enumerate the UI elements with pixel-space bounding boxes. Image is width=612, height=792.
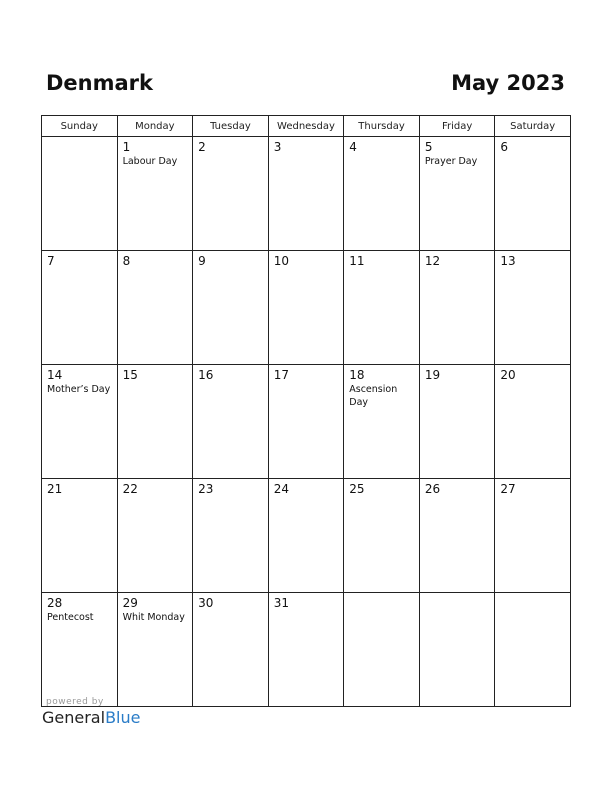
day-cell xyxy=(495,479,571,593)
day-cell xyxy=(419,137,495,251)
powered-by-label: powered by xyxy=(46,697,104,707)
day-cell xyxy=(117,593,193,707)
day-cell xyxy=(193,365,269,479)
day-cell xyxy=(42,251,118,365)
holiday-label: Prayer Day xyxy=(424,156,478,167)
day-cell xyxy=(495,137,571,251)
week-row xyxy=(42,251,571,365)
day-cell xyxy=(193,137,269,251)
day-number: 17 xyxy=(273,368,289,382)
day-number: 9 xyxy=(198,254,206,268)
brand-blue-text: Blue xyxy=(105,708,141,727)
day-cell xyxy=(495,365,571,479)
week-row xyxy=(42,593,571,707)
day-number: 23 xyxy=(198,482,214,496)
day-cell xyxy=(419,251,495,365)
day-cell xyxy=(268,137,344,251)
holiday-label: Mother’s Day xyxy=(47,384,111,395)
day-cell xyxy=(268,479,344,593)
day-number: 2 xyxy=(198,140,206,154)
week-row xyxy=(42,479,571,593)
day-cell xyxy=(42,479,118,593)
day-number: 19 xyxy=(424,368,441,382)
day-number: 4 xyxy=(349,140,357,154)
day-cell xyxy=(193,251,269,365)
calendar-grid xyxy=(41,115,571,707)
day-number: 16 xyxy=(198,368,214,382)
day-number: 11 xyxy=(349,254,365,268)
day-cell xyxy=(495,593,571,707)
week-row xyxy=(42,365,571,479)
day-cell xyxy=(117,251,193,365)
weekday-header: Wednesday xyxy=(268,116,344,137)
day-cell xyxy=(268,365,344,479)
day-cell xyxy=(495,251,571,365)
week-row xyxy=(42,137,571,251)
day-cell xyxy=(42,365,118,479)
weekday-header: Friday xyxy=(419,116,495,137)
day-number: 6 xyxy=(500,140,509,154)
day-cell xyxy=(344,479,420,593)
day-number: 31 xyxy=(273,596,289,610)
calendar-country-title: Denmark xyxy=(46,71,153,95)
day-cell xyxy=(268,251,344,365)
day-number: 10 xyxy=(273,254,289,268)
day-cell xyxy=(344,251,420,365)
day-number: 30 xyxy=(198,596,214,610)
weekday-header: Thursday xyxy=(344,116,420,137)
day-cell xyxy=(117,365,193,479)
calendar-month-title: May 2023 xyxy=(451,71,565,95)
day-cell xyxy=(193,479,269,593)
weekday-header: Sunday xyxy=(42,116,118,137)
day-number: 5 xyxy=(424,140,433,154)
day-number: 26 xyxy=(424,482,441,496)
day-cell xyxy=(193,593,269,707)
day-number: 20 xyxy=(500,368,516,382)
holiday-label: Whit Monday xyxy=(122,612,185,623)
day-number: 8 xyxy=(122,254,131,268)
day-cell xyxy=(419,593,495,707)
day-number: 15 xyxy=(122,368,138,382)
weekday-header: Saturday xyxy=(495,116,571,137)
day-cell xyxy=(117,137,193,251)
day-number: 14 xyxy=(47,368,63,382)
day-cell xyxy=(268,593,344,707)
day-number: 12 xyxy=(424,254,441,268)
day-number: 22 xyxy=(122,482,138,496)
day-number: 25 xyxy=(349,482,365,496)
holiday-label: Ascension Day xyxy=(349,384,398,408)
holiday-label: Pentecost xyxy=(47,612,94,623)
day-number: 21 xyxy=(47,482,63,496)
weekday-header-row xyxy=(42,116,571,137)
day-cell xyxy=(419,479,495,593)
brand-general-text: General xyxy=(42,708,106,727)
day-number: 29 xyxy=(122,596,138,610)
day-cell xyxy=(42,137,118,251)
day-cell xyxy=(117,479,193,593)
weekday-header: Tuesday xyxy=(193,116,269,137)
day-cell xyxy=(42,593,118,707)
day-number: 18 xyxy=(349,368,365,382)
day-cell xyxy=(344,137,420,251)
weekday-header: Monday xyxy=(117,116,193,137)
holiday-label: Labour Day xyxy=(122,156,178,167)
day-number: 28 xyxy=(47,596,63,610)
day-cell xyxy=(344,593,420,707)
day-number: 13 xyxy=(500,254,516,268)
day-number: 24 xyxy=(273,482,289,496)
day-number: 3 xyxy=(273,140,282,154)
day-number: 7 xyxy=(47,254,55,268)
day-number: 1 xyxy=(122,140,131,154)
day-cell xyxy=(419,365,495,479)
generalblue-logo xyxy=(42,708,140,727)
day-number: 27 xyxy=(500,482,516,496)
day-cell xyxy=(344,365,420,479)
